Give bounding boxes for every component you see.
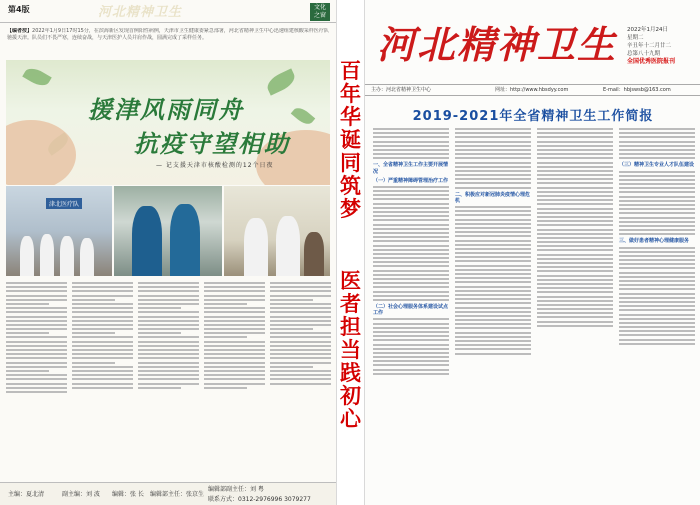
person-figure — [60, 236, 74, 276]
slogan-character: 初 — [340, 384, 361, 408]
report-subhead: 二、积极应对新冠肺炎疫情心理危机 — [455, 191, 531, 204]
weekday: 星期二 — [627, 35, 644, 41]
medic-photo — [114, 186, 222, 276]
person-figure — [244, 218, 268, 276]
hero-banner — [6, 60, 330, 185]
left-page-header — [0, 0, 336, 23]
article-column — [204, 280, 265, 468]
section-tag: 文化之窗 — [310, 3, 330, 21]
report-column — [619, 126, 695, 496]
contact-bar — [365, 84, 700, 96]
mini-masthead: 河北精神卫生 — [98, 5, 183, 20]
left-newspaper-page — [0, 0, 337, 505]
person-figure — [276, 216, 300, 276]
lunar-date: 辛丑年十二月廿二 — [627, 43, 672, 49]
slogan-character: 筑 — [340, 174, 361, 198]
report-subhead: 三、做好患者精神心理健康服务 — [619, 238, 690, 245]
photo-strip — [6, 186, 330, 276]
issue-date: 2022年1月24日 — [627, 27, 668, 33]
leaf-decoration — [291, 104, 316, 127]
building-sign: 津北医疗队 — [46, 198, 82, 209]
person-figure — [20, 236, 34, 276]
footer-phone: 联系方式：0312-2976996 3079277 — [208, 496, 311, 503]
report-subhead: （一）严重精神障碍管理治疗工作 — [373, 177, 449, 184]
person-figure — [304, 232, 324, 276]
person-figure — [132, 206, 162, 276]
slogan-character: 同 — [340, 151, 361, 175]
report-subhead: 一、全省精神卫生工作主要开展情况 — [373, 162, 449, 175]
slogan-character: 心 — [340, 407, 361, 431]
footer-vice-editor: 副主编：刘 波 — [62, 491, 100, 498]
slogan-character: 百 — [340, 60, 361, 83]
footer-designer: 编辑部主任：张京生 — [150, 491, 205, 498]
award-badge: 全国优秀医院报刊 — [627, 58, 676, 65]
report-subhead: （二）社会心理服务体系建设试点工作 — [373, 303, 449, 317]
leaf-decoration — [264, 68, 298, 95]
slogan-character: 梦 — [340, 197, 361, 221]
slogan-character: 者 — [340, 292, 361, 316]
slogan-line1 — [337, 60, 364, 248]
contact-email[interactable]: E-mail：hbjswsb@163.com — [603, 87, 671, 93]
footer-editor: 主编：夏北清 — [8, 491, 45, 498]
slogan-character: 践 — [340, 361, 361, 385]
person-figure — [40, 234, 54, 276]
editor-note-text: 2022年1月9日17时15分，在滨海新区发现首例阳性病例，天津市卫生健康委紧急部署，河北省精神卫生中心迅速组建核酸采样医疗队驰援天津。队员们不畏严寒，连续奋战，与天津医护人员并肩作战，圆满完成了采样任务。 — [7, 28, 329, 41]
slogan-character: 诞 — [340, 128, 361, 152]
footer-layout: 编辑部副主任：刘 粤 — [208, 486, 264, 493]
right-newspaper-page — [364, 0, 700, 505]
hero-title-line2: 抗疫守望相助 — [134, 129, 290, 158]
page-number: 第4版 — [8, 5, 30, 14]
sampling-photo — [224, 186, 330, 276]
masthead-info — [627, 26, 693, 66]
editor-note — [7, 28, 329, 58]
issue-number: 总第八十九期 — [627, 51, 661, 57]
editor-note-label: 【编者按】 — [7, 28, 33, 34]
report-column — [537, 126, 613, 496]
slogan-character: 担 — [340, 315, 361, 339]
slogan-character: 华 — [340, 105, 361, 129]
slogan-line2 — [337, 270, 364, 458]
hero-title-line1: 援津风雨同舟 — [88, 95, 244, 124]
masthead-title: 河北精神卫生 — [377, 22, 618, 67]
article-column — [6, 280, 67, 468]
footer-editor-staff: 编辑：张 长 — [112, 491, 144, 498]
report-column — [455, 126, 531, 496]
slogan-character: 当 — [340, 338, 361, 362]
article-columns — [6, 280, 330, 468]
team-photo — [6, 186, 112, 276]
report-subhead: （三）精神卫生专业人才队伍建设 — [619, 162, 695, 169]
article-column — [270, 280, 331, 468]
contact-host: 主办：河北省精神卫生中心 — [371, 87, 432, 93]
contact-website[interactable]: 网址：http://www.hbsdyy.com — [495, 87, 569, 93]
slogan-character: 年 — [340, 82, 361, 106]
masthead — [365, 0, 700, 84]
report-columns — [373, 126, 695, 496]
hero-subtitle: — 记支援天津市核酸检测的12个日夜 — [156, 162, 274, 169]
leaf-decoration — [22, 64, 52, 89]
person-figure — [80, 238, 94, 276]
headline: 2019-2021年全省精神卫生工作简报 — [412, 109, 654, 124]
article-column — [138, 280, 199, 468]
left-page-footer — [0, 482, 336, 505]
report-column — [373, 126, 449, 496]
person-figure — [170, 204, 200, 276]
article-column — [72, 280, 133, 468]
center-slogan — [337, 60, 364, 500]
hand-illustration — [6, 120, 76, 185]
slogan-character: 医 — [340, 270, 361, 293]
